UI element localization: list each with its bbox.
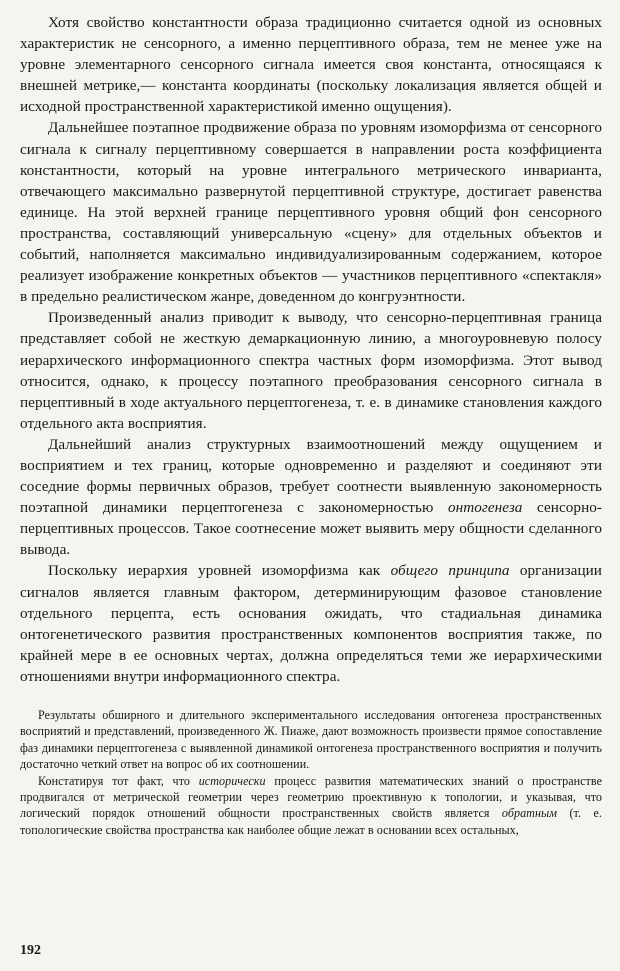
text-run: Произведенный анализ приводит к выводу, что сенсорно-перцептивная граница представляет собой не жесткую демаркационную линию, а многоуровневую полосу иерархического информационного спектра частных форм изоморфизма. Этот вывод относится, однако, к процессу поэтапного преобразования сенсорного сигнала в перцептивный в ходе актуального перцептогенеза, т. е. в динамике становления каждого отдельного акта восприятия.: [20, 309, 602, 432]
footnote-block: [20, 707, 602, 838]
paragraph-4: [20, 434, 602, 561]
paragraph-5: [20, 560, 602, 687]
paragraph-1: [20, 12, 602, 117]
text-run: (т. е. топологические свойства пространства как наиболее общие лежат в основании всех остальных,: [20, 806, 602, 837]
text-run: Дальнейший анализ структурных взаимоотношений между ощущением и восприятием и тех границ, которые одновременно и разделяют и соединяют эти соседние формы первичных образов, требует соотнести выявленную закономерность поэтапной динамики перцептогенеза с закономерностью: [20, 435, 602, 517]
main-text: [20, 12, 602, 687]
paragraph-3: [20, 307, 602, 434]
text-run: организации сигналов является главным фактором, детерминирующим фазовое становление отдельного перцепта, есть основания ожидать, что стадиальная динамика онтогенетического развития пространственных компонентов восприятия также, по крайней мере в ее основных чертах, должна определяться теми же иерархическими отношениями внутри информационного спектра.: [20, 562, 602, 685]
footnote-paragraph-2: [20, 773, 602, 839]
text-run: Хотя свойство константности образа традиционно считается одной из основных характеристик не сенсорного, а именно перцептивного образа, тем не менее уже на уровне элементарного сенсорного сигнала имеется своя константа, относящаяся к внешней метрике,— константа координаты (поскольку локализация является общей и исходной пространственной характеристикой именно ощущения).: [20, 14, 602, 116]
italic-term: обратным: [501, 806, 558, 821]
text-run: Результаты обширного и длительного экспериментального исследования онтогенеза пространственных восприятий и представлений, произведенного Ж. Пиаже, дают возможность произвести прямое сопоставление фаз динамики перцептогенеза с выявленной динамикой онтогенеза пространственного восприятия и получить достаточно четкий ответ на вопрос об их соотношении.: [20, 708, 602, 772]
text-run: Констатируя тот факт, что: [38, 773, 199, 788]
italic-term: общего принципа: [390, 562, 510, 580]
text-run: Поскольку иерархия уровней изоморфизма как: [48, 562, 391, 580]
footnote-paragraph-1: [20, 707, 602, 773]
text-run: Дальнейшее поэтапное продвижение образа по уровням изоморфизма от сенсорного сигнала к сигналу перцептивному совершается в направлении роста коэффициента константности, который на уровне интегрального метрического инварианта, отвечающего максимально развернутой перцептивной структуре, достигает равенства единице. На этой верхней границе перцептивного уровня общий фон сенсорного пространства, составляющий универсальную «сцену» для отдельных объектов и событий, наполняется максимально индивидуализированным содержанием, которое реализует изображение конкретных объектов — участников перцептивного «спектакля» в предельно реалистическом жанре, доведенном до конгруэнтности.: [20, 119, 602, 306]
italic-term: онтогенеза: [447, 499, 523, 517]
paragraph-2: [20, 117, 602, 307]
text-run: сенсорно-перцептивных процессов. Такое соотнесение может выявить меру общности сделанного вывода.: [20, 499, 602, 559]
page-number: 192: [20, 943, 41, 958]
text-run: процесс развития математических знаний о пространстве продвигался от метрической геометрии через геометрию проективную к топологии, и указывая, что логический порядок отношений общности пространственных свойств является: [20, 773, 602, 821]
italic-term: исторически: [198, 773, 266, 788]
